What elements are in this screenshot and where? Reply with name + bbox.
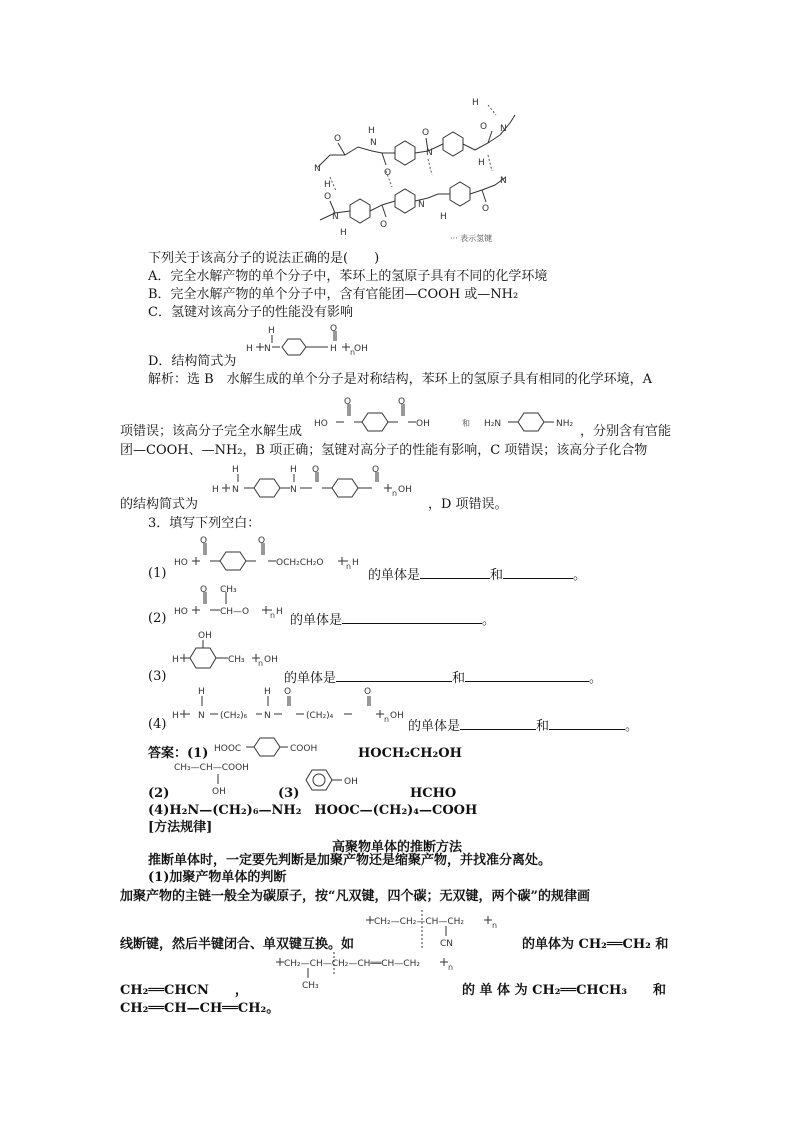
option-a: A．完全水解产物的单个分子中，苯环上的氢原子具有不同的化学环境 bbox=[148, 269, 548, 284]
benzene-ring bbox=[395, 141, 415, 165]
answer-blank[interactable] bbox=[420, 566, 490, 579]
oh-group: OH bbox=[354, 344, 368, 354]
atom-h: H bbox=[472, 98, 479, 108]
question-stem: 下列关于该高分子的说法正确的是( ) bbox=[148, 251, 380, 266]
subscript-n: n bbox=[492, 921, 498, 930]
subscript-n: n bbox=[392, 489, 398, 498]
atom-o: O bbox=[482, 204, 490, 214]
atom-n: N bbox=[314, 164, 321, 174]
subscript-n: n bbox=[384, 715, 390, 724]
polymer-chain: CH₂—CH—CH₂—CH══CH—CH₂ bbox=[284, 959, 420, 969]
option-b: B．完全水解产物的单个分子中，含有官能团—COOH 或—NH₂ bbox=[148, 287, 519, 302]
atom-h: H bbox=[264, 687, 271, 697]
atom-c: H bbox=[330, 344, 337, 354]
atom-n: N bbox=[418, 200, 425, 210]
atom-o: O bbox=[334, 134, 342, 144]
answer-blank[interactable] bbox=[549, 717, 625, 730]
benzene-ring bbox=[190, 648, 216, 668]
atom-h: H bbox=[290, 465, 297, 475]
atom-h: H bbox=[276, 607, 283, 617]
analysis-line-2a: 项错误；该高分子完全水解生成 bbox=[120, 424, 303, 439]
method-p5a: CH₂══CHCN ， bbox=[120, 983, 248, 998]
q3-item2-text bbox=[290, 611, 495, 629]
ho-group: HO bbox=[314, 419, 328, 429]
atom-o: O bbox=[380, 220, 388, 230]
lactic-acid: CH₃—CH—COOH bbox=[174, 763, 249, 773]
answer-blank[interactable] bbox=[342, 611, 482, 624]
period: 。 bbox=[573, 568, 587, 583]
atom-h: H bbox=[172, 711, 179, 721]
atom-h: H bbox=[440, 212, 447, 222]
formula-item3 bbox=[172, 628, 282, 680]
q3-item2-num: (2) bbox=[148, 611, 167, 626]
benzene-ring bbox=[332, 479, 358, 497]
atom-h: H bbox=[268, 326, 275, 336]
cn-group: CN bbox=[440, 939, 454, 949]
answer3-second: HCHO bbox=[410, 786, 457, 801]
oh-group: OH bbox=[344, 777, 358, 787]
oh-group: OH bbox=[390, 711, 404, 721]
benzene-ring bbox=[350, 199, 370, 223]
ch2-group: CH₃ bbox=[228, 655, 245, 665]
atom-h: H bbox=[198, 687, 205, 697]
benzene-ring bbox=[254, 479, 280, 497]
item3-label: 的单体是 bbox=[284, 671, 337, 686]
method-p4a: 线断键，然后半键闭合、单双键互换。如 bbox=[120, 937, 355, 952]
atom-o: O bbox=[372, 465, 380, 475]
atom-h: H bbox=[172, 655, 179, 665]
ch2-4-group: (CH₂)₄ bbox=[306, 711, 334, 721]
q3-item3-num: (3) bbox=[148, 669, 167, 684]
nh2-group: NH₂ bbox=[556, 419, 574, 429]
hydrolysis-products bbox=[312, 396, 612, 442]
method-header: [方法规律] bbox=[148, 820, 213, 835]
oh-group: OH bbox=[198, 631, 212, 641]
benzene-ring bbox=[450, 182, 470, 206]
method-p5b: 的 单 体 为 CH₂══CHCH₃ 和 bbox=[462, 983, 667, 998]
subscript-n: n bbox=[350, 348, 356, 357]
formula-item1 bbox=[172, 535, 368, 581]
method-p1: 推断单体时，一定要先判断是加聚产物还是缩聚产物，并找准分离处。 bbox=[148, 853, 552, 868]
atom-h: H bbox=[324, 180, 331, 190]
subscript-n: n bbox=[258, 659, 264, 668]
q3-item1-num: (1) bbox=[148, 566, 167, 581]
option-c: C．氢键对该高分子的性能没有影响 bbox=[148, 305, 353, 320]
period: 。 bbox=[482, 613, 496, 628]
atom-h: H bbox=[232, 465, 239, 475]
ho-group: HO bbox=[174, 558, 188, 568]
polymer-chain: CH₂—CH₂—CH—CH₂ bbox=[374, 917, 465, 927]
mid-group: CH—O bbox=[220, 607, 250, 617]
atom-n: N bbox=[332, 212, 339, 222]
addition-polymer-2 bbox=[272, 952, 462, 994]
q3-item1-text bbox=[368, 566, 586, 584]
analysis-line-2b: ，分别含有官能 bbox=[580, 424, 672, 439]
atom-o: O bbox=[284, 687, 292, 697]
ho-group: HO bbox=[174, 607, 188, 617]
item4-label: 的单体是 bbox=[408, 719, 461, 734]
analysis-line-4a: 的结构简式为 bbox=[120, 497, 199, 512]
q3-item4-num: (4) bbox=[148, 717, 167, 732]
method-p6: CH₂══CH—CH══CH₂。 bbox=[120, 1001, 280, 1016]
phenol-formula bbox=[300, 764, 380, 798]
atom-n: N bbox=[426, 148, 433, 158]
atom-n: N bbox=[500, 176, 507, 186]
option-d: D．结构简式为 bbox=[148, 354, 237, 369]
atom-o: O bbox=[384, 168, 392, 178]
atom-o: O bbox=[258, 536, 266, 546]
benzene-ring bbox=[282, 339, 306, 355]
analysis-line-1: 解析：选 B 水解生成的单个分子是对称结构，苯环上的氢原子具有相同的化学环境，A bbox=[148, 372, 653, 387]
subscript-n: n bbox=[346, 562, 352, 571]
method-title: 高聚物单体的推断方法 bbox=[331, 840, 462, 855]
and-word: 和 bbox=[490, 568, 504, 583]
atom-o: O bbox=[200, 536, 208, 546]
answer-blank[interactable] bbox=[465, 669, 589, 682]
atom-o: O bbox=[480, 122, 488, 132]
benzene-ring bbox=[220, 552, 246, 570]
item1-label: 的单体是 bbox=[368, 568, 421, 583]
oh-group: OH bbox=[212, 787, 226, 797]
and-word: 和 bbox=[536, 719, 550, 734]
method-p4b: 的单体为 CH₂══CH₂ 和 bbox=[522, 937, 669, 952]
ch3-group: CH₃ bbox=[220, 585, 237, 595]
atom-o: O bbox=[312, 465, 320, 475]
answer-blank[interactable] bbox=[460, 717, 536, 730]
atom-h: H bbox=[352, 558, 359, 568]
atom-h: H bbox=[340, 228, 347, 238]
analysis-line-4b: ，D 项错误。 bbox=[428, 497, 508, 512]
formula-item4 bbox=[172, 684, 408, 730]
oh-group: OH bbox=[398, 485, 412, 495]
oh-group: OH bbox=[264, 655, 278, 665]
formula-d-analysis bbox=[212, 460, 422, 510]
answer1-second: HOCH₂CH₂OH bbox=[358, 746, 462, 761]
benzene-ring bbox=[254, 738, 280, 756]
atom-o: O bbox=[200, 585, 208, 595]
benzene-ring bbox=[362, 413, 388, 431]
h2n-group: H₂N bbox=[484, 419, 502, 429]
benzene-ring bbox=[443, 132, 463, 156]
hooc-group: HOOC bbox=[214, 744, 242, 754]
oh-group: OH bbox=[416, 419, 430, 429]
atom-h: H bbox=[212, 485, 219, 495]
answer-blank[interactable] bbox=[336, 669, 452, 682]
method-p2: (1)加聚产物单体的判断 bbox=[148, 870, 287, 885]
tail-group: OCH₂CH₂O bbox=[276, 558, 324, 568]
q3-title: 3．填写下列空白： bbox=[148, 516, 261, 531]
ch2-6-group: (CH₂)₆ bbox=[220, 711, 248, 721]
ch3-group: CH₃ bbox=[302, 981, 319, 991]
atom-n: N bbox=[198, 711, 205, 721]
formula-d bbox=[246, 323, 376, 369]
atom-o: O bbox=[324, 192, 332, 202]
addition-polymer-1 bbox=[362, 910, 512, 952]
atom-n: N bbox=[264, 344, 271, 354]
subscript-n: n bbox=[448, 963, 454, 972]
atom-o: O bbox=[422, 128, 430, 138]
and-word: 和 bbox=[452, 671, 466, 686]
atom-n: N bbox=[370, 138, 377, 148]
atom-o: O bbox=[330, 324, 338, 334]
answer2-formula bbox=[172, 758, 282, 798]
analysis-line-3: 团—COOH、—NH₂，B 项正确；氢键对高分子的性能有影响，C 项错误；该高分子化合物 bbox=[120, 443, 648, 458]
item2-label: 的单体是 bbox=[290, 613, 343, 628]
benzene-ring bbox=[306, 770, 332, 790]
atom-n: N bbox=[290, 485, 297, 495]
atom-o: O bbox=[344, 397, 352, 407]
answer1-formula bbox=[212, 734, 342, 760]
period: 。 bbox=[589, 671, 603, 686]
atom-n: N bbox=[232, 485, 239, 495]
benzene-ring bbox=[395, 189, 415, 213]
atom-h: H bbox=[368, 126, 375, 136]
atom-h: H bbox=[478, 158, 485, 168]
atom-o: O bbox=[398, 397, 406, 407]
hydrogen-bond-legend: ··· 表示氢键 bbox=[450, 234, 493, 243]
answer2-num: (2) bbox=[148, 786, 170, 801]
cooh-group: COOH bbox=[290, 744, 318, 754]
polymer-hydrogen-bond-figure bbox=[310, 95, 520, 247]
method-p3: 加聚产物的主链一般全为碳原子，按“凡双键，四个碳；无双键，两个碳”的规律画 bbox=[120, 889, 590, 904]
benzene-ring bbox=[518, 413, 544, 431]
atom-o: O bbox=[364, 687, 372, 697]
q3-item4-text bbox=[408, 717, 638, 735]
answer4: (4)H₂N—(CH₂)₆—NH₂ HOOC—(CH₂)₄—COOH bbox=[148, 803, 478, 818]
subscript-n: n bbox=[270, 611, 276, 620]
formula-item2 bbox=[172, 582, 290, 626]
period: 。 bbox=[625, 719, 639, 734]
atom-n: N bbox=[264, 711, 271, 721]
atom-h: H bbox=[246, 344, 253, 354]
answer3-num: (3) bbox=[278, 786, 300, 801]
answer-label: 答案：(1) bbox=[148, 746, 209, 761]
atom-n: N bbox=[500, 124, 507, 134]
answer-blank[interactable] bbox=[503, 566, 573, 579]
and-word: 和 bbox=[462, 419, 470, 428]
